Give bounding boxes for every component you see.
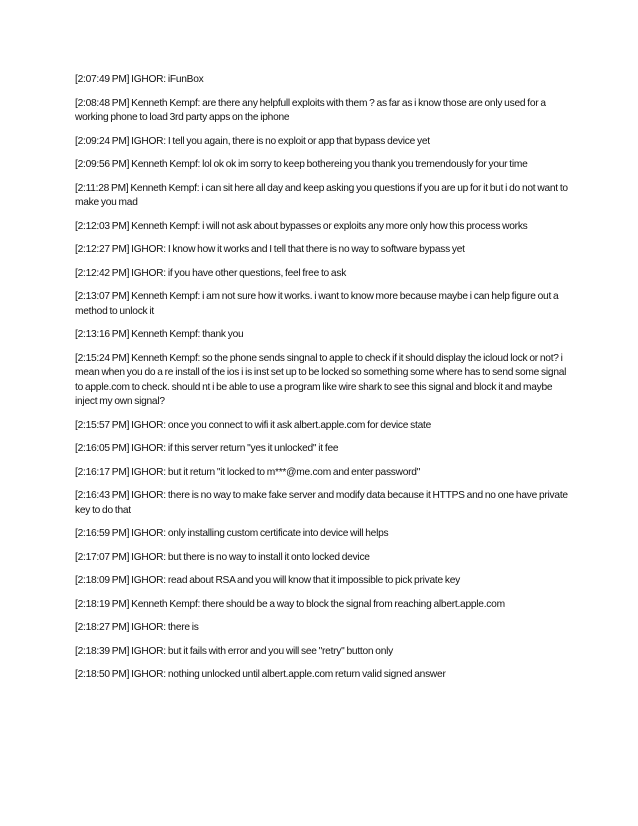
chat-line: [2:18:50 PM] IGHOR: nothing unlocked until albert.apple.com return valid signed answer — [75, 669, 446, 680]
chat-line: [2:16:05 PM] IGHOR: if this server return "yes it unlocked" it fee — [75, 443, 339, 454]
chat-line: [2:12:03 PM] Kenneth Kempf: i will not ask about bypasses or exploits any more only how this process works — [75, 220, 528, 232]
chat-line: [2:12:42 PM] IGHOR: if you have other questions, feel free to ask — [75, 267, 347, 279]
chat-line: [2:09:24 PM] IGHOR: I tell you again, there is no exploit or app that bypass device yet — [75, 135, 430, 147]
chat-line: [2:08:48 PM] Kenneth Kempf: are there any helpfull exploits with them ? as far as i know those are only used for a working phone to load 3rd party apps on the iphone — [75, 97, 546, 123]
chat-line: [2:15:57 PM] IGHOR: once you connect to wifi it ask albert.apple.com for device state — [75, 419, 431, 431]
chat-line: [2:16:59 PM] IGHOR: only installing custom certificate into device will helps — [75, 528, 389, 539]
chat-line: [2:18:19 PM] Kenneth Kempf: there should be a way to block the signal from reaching albert.apple.com — [75, 598, 505, 610]
chat-line: [2:12:27 PM] IGHOR: I know how it works and I tell that there is no way to software bypass yet — [75, 244, 465, 255]
chat-line: [2:17:07 PM] IGHOR: but there is no way to install it onto locked device — [75, 551, 370, 563]
chat-line: [2:11:28 PM] Kenneth Kempf: i can sit here all day and keep asking you questions if you are up for it but i do not want to make you mad — [75, 182, 568, 208]
chat-line: [2:16:43 PM] IGHOR: there is no way to make fake server and modify data because it HTTPS and no one have private key to do that — [75, 490, 568, 516]
chat-line: [2:13:16 PM] Kenneth Kempf: thank you — [75, 329, 244, 340]
chat-line: [2:16:17 PM] IGHOR: but it return "it locked to m***@me.com and enter password" — [75, 466, 421, 478]
chat-line: [2:18:27 PM] IGHOR: there is — [75, 622, 199, 633]
chat-line: [2:18:09 PM] IGHOR: read about RSA and you will know that it impossible to pick private key — [75, 575, 460, 586]
chat-line: [2:18:39 PM] IGHOR: but it fails with error and you will see "retry" button only — [75, 645, 393, 657]
chat-line: [2:07:49 PM] IGHOR: iFunBox — [75, 74, 204, 85]
chat-line: [2:15:24 PM] Kenneth Kempf: so the phone sends singnal to apple to check if it should display the icloud lock or not? i mean when you do a re install of the ios i is inst set up to be locked so something some where has to send some signal to apple.com to check. should nt i be able to use a program like wire shark to see this signal and block it and maybe inject my own signal? — [75, 352, 567, 407]
chat-line: [2:13:07 PM] Kenneth Kempf: i am not sure how it works. i want to know more because maybe i can help figure out a method to unlock it — [75, 291, 559, 317]
chat-line: [2:09:56 PM] Kenneth Kempf: lol ok ok im sorry to keep bothereing you thank you tremendously for your time — [75, 159, 528, 170]
